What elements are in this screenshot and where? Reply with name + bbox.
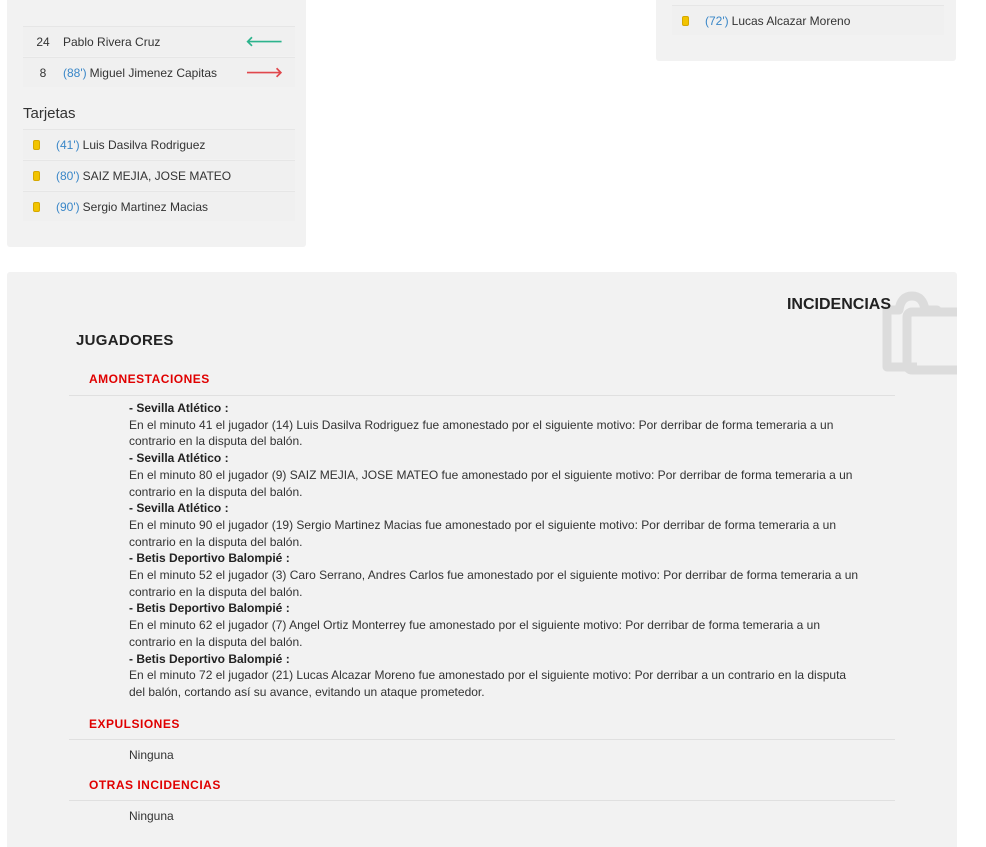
team-name: - Sevilla Atlético : [129, 501, 229, 516]
card-minute: (72') [705, 13, 729, 28]
yellow-card-icon [33, 171, 40, 181]
card-minute: (41') [56, 137, 80, 152]
incident-text: En el minuto 62 el jugador (7) Angel Ortiz Monterrey fue amonestado por el siguiente motivo: Por derribar de forma temeraria a un contrario en la disputa del balón. [129, 618, 821, 649]
arrow-left-icon: 🡐 [245, 33, 283, 49]
sub-minute: (88') [63, 65, 87, 80]
right-lineup-panel [656, 0, 956, 61]
cards-section-title: Tarjetas [23, 105, 76, 122]
team-name: - Betis Deportivo Balompié : [129, 651, 290, 666]
jugadores-title: JUGADORES [76, 332, 174, 349]
divider [69, 395, 895, 396]
incidencias-panel [7, 272, 957, 847]
player-number: 8 [39, 65, 47, 80]
incident-text: En el minuto 52 el jugador (3) Caro Serrano, Andres Carlos fue amonestado por el siguiente motivo: Por derribar de forma temeraria a un contrario en la disputa del balón. [129, 568, 859, 599]
card-row [672, 5, 944, 35]
card-row [23, 191, 295, 221]
yellow-card-icon [33, 202, 40, 212]
incident-text: En el minuto 80 el jugador (9) SAIZ MEJIA, JOSE MATEO fue amonestado por el siguiente motivo: Por derribar de forma temeraria a un contrario en la disputa del balón. [129, 467, 853, 499]
incident-entry [129, 651, 859, 701]
team-name: - Sevilla Atlético : [129, 451, 229, 466]
player-name[interactable]: Sergio Martinez Macias [82, 199, 209, 214]
expulsiones-value: Ninguna [129, 748, 174, 762]
incident-text: En el minuto 41 el jugador (14) Luis Dasilva Rodriguez fue amonestado por el siguiente motivo: Por derribar de forma temeraria a un contrario en la disputa del balón. [129, 417, 834, 449]
incident-entry [129, 500, 859, 550]
team-name: - Sevilla Atlético : [129, 401, 229, 415]
incident-text: En el minuto 90 el jugador (19) Sergio Martinez Macias fue amonestado por el siguiente motivo: Por derribar de forma temeraria a un contrario en la disputa del balón. [129, 517, 837, 549]
player-name[interactable]: Luis Dasilva Rodriguez [82, 137, 206, 152]
incidencias-title: INCIDENCIAS [786, 296, 891, 313]
substitution-row [23, 26, 295, 56]
player-name[interactable]: Lucas Alcazar Moreno [731, 13, 851, 28]
yellow-card-icon [682, 16, 689, 26]
expulsiones-heading: EXPULSIONES [89, 717, 180, 731]
amonestaciones-list [129, 400, 859, 701]
player-name[interactable]: Miguel Jimenez Capitas [89, 65, 218, 80]
substitution-row [23, 57, 295, 87]
arrow-right-icon: 🡒 [245, 64, 283, 80]
incident-entry [129, 550, 859, 600]
incident-entry [129, 600, 859, 650]
card-row [23, 129, 295, 159]
player-name[interactable]: Pablo Rivera Cruz [63, 34, 161, 49]
player-number: 24 [36, 34, 50, 49]
yellow-card-icon [33, 140, 40, 150]
otras-incidencias-heading: OTRAS INCIDENCIAS [89, 778, 221, 792]
divider [69, 739, 895, 740]
incident-entry [129, 400, 859, 450]
amonestaciones-heading: AMONESTACIONES [89, 372, 210, 386]
card-row [23, 160, 295, 190]
otras-incidencias-value: Ninguna [129, 809, 174, 823]
team-name: - Betis Deportivo Balompié : [129, 601, 290, 616]
team-name: - Betis Deportivo Balompié : [129, 551, 290, 566]
left-lineup-panel [7, 0, 306, 247]
player-name[interactable]: SAIZ MEJIA, JOSE MATEO [82, 168, 232, 183]
incident-entry [129, 450, 859, 500]
divider [69, 800, 895, 801]
card-minute: (90') [56, 199, 80, 214]
incident-text: En el minuto 72 el jugador (21) Lucas Alcazar Moreno fue amonestado por el siguiente motivo: Por derribar a un contrario en la disputa del balón, cortando así su avance, evitando un ataque prometedor. [129, 668, 847, 699]
card-minute: (80') [56, 168, 80, 183]
